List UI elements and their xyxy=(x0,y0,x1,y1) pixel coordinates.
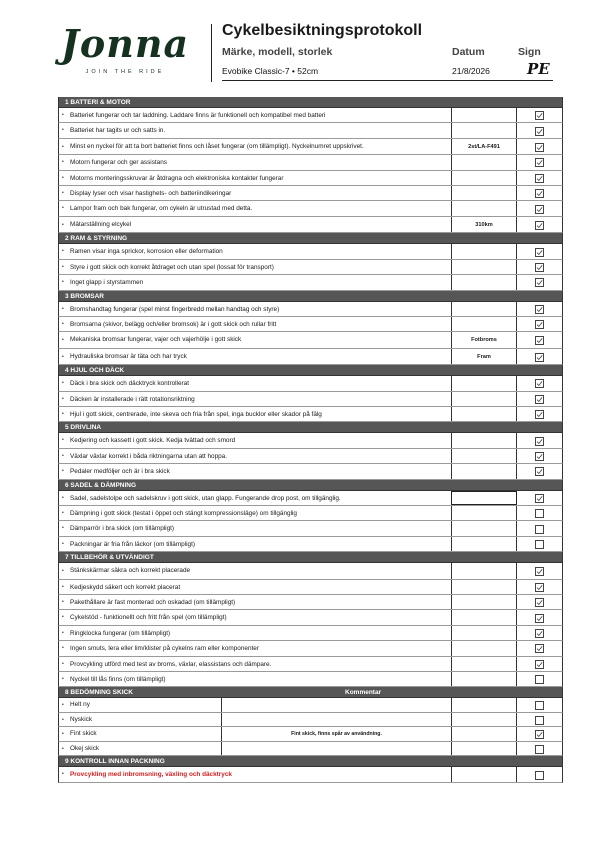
checkmark-icon xyxy=(536,453,543,460)
checklist-row xyxy=(58,244,563,259)
header-underline xyxy=(222,80,553,81)
checkmark-icon xyxy=(536,159,543,166)
checklist-row xyxy=(58,186,563,201)
value-cell[interactable] xyxy=(451,302,517,316)
checkmark-icon xyxy=(536,584,543,591)
value-cell[interactable] xyxy=(451,260,517,274)
value-cell[interactable] xyxy=(451,108,517,122)
item-text: Styre i gott skick och korrekt åtdraget och utan spel (lossat för transport) xyxy=(70,263,274,271)
section-header xyxy=(58,291,563,302)
bullet-icon: • xyxy=(62,205,64,212)
value-cell[interactable] xyxy=(451,464,517,478)
checkmark-icon xyxy=(536,438,543,445)
bullet-icon: • xyxy=(62,305,64,312)
checklist-row xyxy=(58,201,563,216)
empty-checkbox[interactable] xyxy=(535,701,544,710)
value-cell[interactable]: Fotbroms xyxy=(451,332,517,348)
value-cell[interactable] xyxy=(451,491,517,505)
checkmark-icon xyxy=(536,321,543,328)
checked-checkbox[interactable] xyxy=(535,278,544,287)
bullet-icon: • xyxy=(62,452,64,459)
grade-row xyxy=(58,727,563,742)
bullet-icon: • xyxy=(62,143,64,150)
bullet-icon: • xyxy=(62,263,64,270)
value-cell[interactable]: 2st/LA-F491 xyxy=(451,139,517,155)
value-cell[interactable] xyxy=(451,392,517,406)
bullet-icon: • xyxy=(62,745,64,752)
checked-checkbox[interactable] xyxy=(535,467,544,476)
checklist-row xyxy=(58,407,563,422)
grade-row xyxy=(58,742,563,757)
value-cell[interactable] xyxy=(451,244,517,258)
empty-checkbox[interactable] xyxy=(535,771,544,780)
section-header xyxy=(58,480,563,491)
model-label: Märke, modell, storlek xyxy=(222,46,333,58)
checkmark-icon xyxy=(536,568,543,575)
checked-checkbox[interactable] xyxy=(535,174,544,183)
item-text: Hydrauliska bromsar är täta och har tryck xyxy=(70,352,187,360)
item-text: Mätarställning elcykel xyxy=(70,220,132,228)
section-title: 9 KONTROLL INNAN PACKNING xyxy=(65,758,165,766)
bullet-icon: • xyxy=(62,731,64,738)
bullet-icon: • xyxy=(62,380,64,387)
checklist-row xyxy=(58,433,563,448)
item-text: Hjul i gott skick, centrerade, inte skeva och fria från spel, inga bucklor eller skador på fälg xyxy=(70,411,322,419)
value-cell[interactable] xyxy=(451,626,517,640)
checked-checkbox[interactable] xyxy=(535,567,544,576)
checklist-row xyxy=(58,521,563,536)
value-cell[interactable] xyxy=(451,595,517,609)
checked-checkbox[interactable] xyxy=(535,248,544,257)
bullet-icon: • xyxy=(62,190,64,197)
checked-checkbox[interactable] xyxy=(535,730,544,739)
bullet-icon: • xyxy=(62,248,64,255)
checkmark-icon xyxy=(536,615,543,622)
value-cell[interactable] xyxy=(451,123,517,137)
value-cell[interactable] xyxy=(451,433,517,447)
checklist-row xyxy=(58,672,563,687)
logo-wordmark: Jonna xyxy=(60,21,190,66)
checklist-row xyxy=(58,767,563,782)
empty-checkbox[interactable] xyxy=(535,509,544,518)
section-header xyxy=(58,552,563,563)
section-header xyxy=(58,365,563,376)
item-text: Dämpning i gott skick (testat i öppet och stängt kompressionsläge) om tillgänglig xyxy=(70,510,297,518)
comment-cell[interactable]: Fint skick, finns spår av användning. xyxy=(221,727,451,741)
checked-checkbox[interactable] xyxy=(535,189,544,198)
checkmark-icon xyxy=(536,380,543,387)
checklist-row xyxy=(58,537,563,552)
checked-checkbox[interactable] xyxy=(535,143,544,152)
bullet-icon: • xyxy=(62,716,64,723)
bullet-icon: • xyxy=(62,320,64,327)
value-cell[interactable] xyxy=(451,376,517,390)
item-text: Motorn fungerar och ger assistans xyxy=(70,159,167,167)
comment-column-header: Kommentar xyxy=(345,689,382,697)
checkmark-icon xyxy=(536,411,543,418)
checked-checkbox[interactable] xyxy=(535,410,544,419)
checkmark-icon xyxy=(536,306,543,313)
checked-checkbox[interactable] xyxy=(535,583,544,592)
value-cell[interactable] xyxy=(451,171,517,185)
checked-checkbox[interactable] xyxy=(535,263,544,272)
grade-label: Helt ny xyxy=(70,701,90,709)
signature: PE xyxy=(527,60,550,78)
item-text: Nyckel till lås finns (om tillämpligt) xyxy=(70,676,166,684)
comment-cell[interactable] xyxy=(221,713,451,727)
checklist-row xyxy=(58,332,563,349)
checkmark-icon xyxy=(536,337,543,344)
checkmark-icon xyxy=(536,264,543,271)
empty-checkbox[interactable] xyxy=(535,525,544,534)
item-text: Ringklocka fungerar (om tillämpligt) xyxy=(70,629,171,637)
checked-checkbox[interactable] xyxy=(535,629,544,638)
checklist-row xyxy=(58,610,563,625)
section-header xyxy=(58,97,563,108)
bullet-icon: • xyxy=(62,468,64,475)
checklist-row xyxy=(58,139,563,156)
value-cell[interactable] xyxy=(451,155,517,169)
item-text: Kedjeskydd säkert och korrekt placerat xyxy=(70,583,181,591)
checklist-row xyxy=(58,260,563,275)
checked-checkbox[interactable] xyxy=(535,452,544,461)
item-text: Display lyser och visar hastighets- och batteriindikeringar xyxy=(70,190,232,198)
brand-logo xyxy=(50,22,200,82)
bullet-icon: • xyxy=(62,112,64,118)
section-title: 4 HJUL OCH DÄCK xyxy=(65,367,125,375)
value-cell[interactable] xyxy=(451,563,517,579)
bullet-icon: • xyxy=(62,525,64,532)
checklist-row xyxy=(58,657,563,672)
bullet-icon: • xyxy=(62,127,64,134)
value-cell[interactable]: Fram xyxy=(451,349,517,365)
logo-tagline: JOIN THE RIDE xyxy=(85,69,165,75)
value-cell[interactable] xyxy=(451,698,517,712)
checked-checkbox[interactable] xyxy=(535,644,544,653)
checked-checkbox[interactable] xyxy=(535,205,544,214)
checkmark-icon xyxy=(536,279,543,286)
value-cell[interactable] xyxy=(451,201,517,215)
checkmark-icon xyxy=(536,661,543,668)
date-label: Datum xyxy=(452,46,485,58)
checked-checkbox[interactable] xyxy=(535,614,544,623)
item-text: Batteriet fungerar och tar laddning. Laddare finns är funktionell och kompatibel med batteri xyxy=(70,112,326,119)
checklist-row xyxy=(58,349,563,366)
item-text: Batteriet har tagits ur och satts in. xyxy=(70,127,166,135)
checklist-row xyxy=(58,595,563,610)
checkmark-icon xyxy=(536,222,543,229)
checklist-table xyxy=(58,97,563,783)
item-text: Stänkskärmar säkra och korrekt placerade xyxy=(70,567,191,575)
section-header xyxy=(58,233,563,244)
value-cell[interactable] xyxy=(451,713,517,727)
item-text: Pakethållare är fast monterad och oskadad (om tillämpligt) xyxy=(70,599,236,607)
checked-checkbox[interactable] xyxy=(535,660,544,669)
checked-checkbox[interactable] xyxy=(535,127,544,136)
bullet-icon: • xyxy=(62,494,64,501)
checked-checkbox[interactable] xyxy=(535,494,544,503)
section-header xyxy=(58,756,563,767)
item-text: Bromshandtag fungerar (spel minst fingerbredd mellan handtag och styre) xyxy=(70,305,280,313)
bullet-icon: • xyxy=(62,411,64,418)
bullet-icon: • xyxy=(62,702,64,709)
value-cell[interactable] xyxy=(451,506,517,520)
bullet-icon: • xyxy=(62,629,64,636)
value-cell[interactable] xyxy=(451,672,517,686)
checked-checkbox[interactable] xyxy=(535,598,544,607)
checked-checkbox[interactable] xyxy=(535,221,544,230)
bullet-icon: • xyxy=(62,540,64,547)
value-cell[interactable]: 310km xyxy=(451,217,517,233)
section-title: 8 BEDÖMNING SKICK xyxy=(65,689,133,697)
checklist-row xyxy=(58,155,563,170)
header-divider xyxy=(211,24,212,82)
item-text: Provcykling utförd med test av broms, växlar, elassistans och dämpare. xyxy=(70,660,272,668)
checklist-row xyxy=(58,317,563,332)
bullet-icon: • xyxy=(62,353,64,360)
checklist-row xyxy=(58,275,563,290)
item-text: Ramen visar inga sprickor, korrosion eller deformation xyxy=(70,248,223,256)
bullet-icon: • xyxy=(62,599,64,606)
checkmark-icon xyxy=(536,396,543,403)
section-title: 5 DRIVLINA xyxy=(65,424,102,432)
checkmark-icon xyxy=(536,249,543,256)
checkmark-icon xyxy=(536,731,543,738)
checkmark-icon xyxy=(536,354,543,361)
value-cell[interactable] xyxy=(451,537,517,551)
item-text: Cykelstöd - funktionellt och fritt från spel (om tillämpligt) xyxy=(70,614,227,622)
item-text: Bromsarna (skivor, belägg och/eller bromsok) är i gott skick och rullar fritt xyxy=(70,320,277,328)
page-title: Cykelbesiktningsprotokoll xyxy=(222,22,423,39)
section-title: 1 BATTERI & MOTOR xyxy=(65,99,131,106)
checklist-row xyxy=(58,217,563,234)
bullet-icon: • xyxy=(62,159,64,166)
bullet-icon: • xyxy=(62,614,64,621)
item-text: Inget glapp i styrstammen xyxy=(70,279,144,287)
section-header xyxy=(58,422,563,433)
checkmark-icon xyxy=(536,144,543,151)
checkmark-icon xyxy=(536,630,543,637)
checkmark-icon xyxy=(536,128,543,135)
value-cell[interactable] xyxy=(451,580,517,594)
checklist-row xyxy=(58,302,563,317)
checklist-row xyxy=(58,641,563,656)
checklist-row xyxy=(58,392,563,407)
item-text: Dämparrör i bra skick (om tillämpligt) xyxy=(70,525,175,533)
checked-checkbox[interactable] xyxy=(535,336,544,345)
section-title: 7 TILLBEHÖR & UTVÄNDIGT xyxy=(65,554,154,562)
bullet-icon: • xyxy=(62,437,64,444)
checkmark-icon xyxy=(536,599,543,606)
value-cell[interactable] xyxy=(451,641,517,655)
item-text: Ingen smuts, lera eller lim/klister på cykelns ram eller komponenter xyxy=(70,645,259,653)
item-text: Sadel, sadelstolpe och sadelskruv i gott skick, utan glapp. Fungerande drop post, om tillgänglig. xyxy=(70,494,341,502)
empty-checkbox[interactable] xyxy=(535,745,544,754)
section-title: 3 BROMSAR xyxy=(65,292,105,300)
item-text: Mekaniska bromsar fungerar, vajer och vajerhölje i gott skick xyxy=(70,336,242,344)
date-value: 21/8/2026 xyxy=(452,66,490,76)
sign-label: Sign xyxy=(518,46,541,58)
grade-label: Fint skick xyxy=(70,730,97,738)
value-cell[interactable] xyxy=(451,275,517,289)
checklist-row xyxy=(58,171,563,186)
checklist-row xyxy=(58,580,563,595)
checklist-row xyxy=(58,123,563,138)
section-title: 2 RAM & STYRNING xyxy=(65,235,128,243)
item-text: Däcken är installerade i rätt rotationsriktning xyxy=(70,395,195,403)
bullet-icon: • xyxy=(62,583,64,590)
checked-checkbox[interactable] xyxy=(535,379,544,388)
bullet-icon: • xyxy=(62,645,64,652)
bullet-icon: • xyxy=(62,676,64,683)
checkmark-icon xyxy=(536,645,543,652)
checklist-row xyxy=(58,464,563,479)
empty-checkbox[interactable] xyxy=(535,675,544,684)
checklist-row xyxy=(58,376,563,391)
bullet-icon: • xyxy=(62,221,64,228)
checklist-row xyxy=(58,563,563,580)
checklist-row xyxy=(58,626,563,641)
checked-checkbox[interactable] xyxy=(535,158,544,167)
checkmark-icon xyxy=(536,190,543,197)
value-cell[interactable] xyxy=(451,521,517,535)
value-cell[interactable] xyxy=(451,317,517,331)
checked-checkbox[interactable] xyxy=(535,395,544,404)
item-text: Däck i bra skick och däcktryck kontrollerat xyxy=(70,380,189,388)
item-text: Provcykling med inbromsning, växling och däcktryck xyxy=(70,771,232,779)
checked-checkbox[interactable] xyxy=(535,305,544,314)
section-header xyxy=(58,687,563,698)
model-value: Evobike Classic-7 • 52cm xyxy=(222,66,319,76)
empty-checkbox[interactable] xyxy=(535,540,544,549)
checked-checkbox[interactable] xyxy=(535,437,544,446)
bullet-icon: • xyxy=(62,660,64,667)
checked-checkbox[interactable] xyxy=(535,353,544,362)
value-cell[interactable] xyxy=(451,657,517,671)
checkmark-icon xyxy=(536,468,543,475)
checkmark-icon xyxy=(536,175,543,182)
checklist-row xyxy=(58,491,563,506)
bullet-icon: • xyxy=(62,337,64,344)
bullet-icon: • xyxy=(62,395,64,402)
checkmark-icon xyxy=(536,206,543,213)
item-text: Motorns monteringsskruvar är åtdragna och elektroniska kontakter fungerar xyxy=(70,174,284,182)
checklist-row xyxy=(58,108,563,123)
checklist-row xyxy=(58,449,563,464)
comment-cell[interactable] xyxy=(221,698,451,712)
value-cell[interactable] xyxy=(451,727,517,741)
value-cell[interactable] xyxy=(451,407,517,421)
item-text: Minst en nyckel för att ta bort batteriet finns och låset fungerar (om tillämpligt). Nyckelnumret uppskrivet. xyxy=(70,142,364,150)
bullet-icon: • xyxy=(62,174,64,181)
checked-checkbox[interactable] xyxy=(535,320,544,329)
grade-label: Nyskick xyxy=(70,715,93,723)
value-cell[interactable] xyxy=(451,449,517,463)
bullet-icon: • xyxy=(62,510,64,517)
section-title: 6 SADEL & DÄMPNING xyxy=(65,481,137,489)
grade-row xyxy=(58,713,563,728)
item-text: Växlar växlar korrekt i båda riktningarna utan att hoppa. xyxy=(70,452,228,460)
bullet-icon: • xyxy=(62,279,64,286)
item-text: Kedjering och kassett i gott skick. Kedja tvättad och smord xyxy=(70,437,236,445)
checked-checkbox[interactable] xyxy=(535,111,544,120)
checkmark-icon xyxy=(536,112,543,119)
item-text: Lampor fram och bak fungerar, om cykeln är utrustad med detta. xyxy=(70,205,253,213)
checklist-row xyxy=(58,506,563,521)
bullet-icon: • xyxy=(62,568,64,575)
item-text: Packningar är fria från läckor (om tillämpligt) xyxy=(70,540,196,548)
value-cell[interactable] xyxy=(451,610,517,624)
value-cell[interactable] xyxy=(451,186,517,200)
item-text: Pedaler medföljer och är i bra skick xyxy=(70,468,170,476)
value-cell[interactable] xyxy=(451,767,517,781)
grade-row xyxy=(58,698,563,713)
value-cell[interactable] xyxy=(451,742,517,756)
checkmark-icon xyxy=(536,495,543,502)
grade-label: Okej skick xyxy=(70,744,100,752)
comment-cell[interactable] xyxy=(221,742,451,756)
empty-checkbox[interactable] xyxy=(535,716,544,725)
bullet-icon: • xyxy=(62,771,64,778)
